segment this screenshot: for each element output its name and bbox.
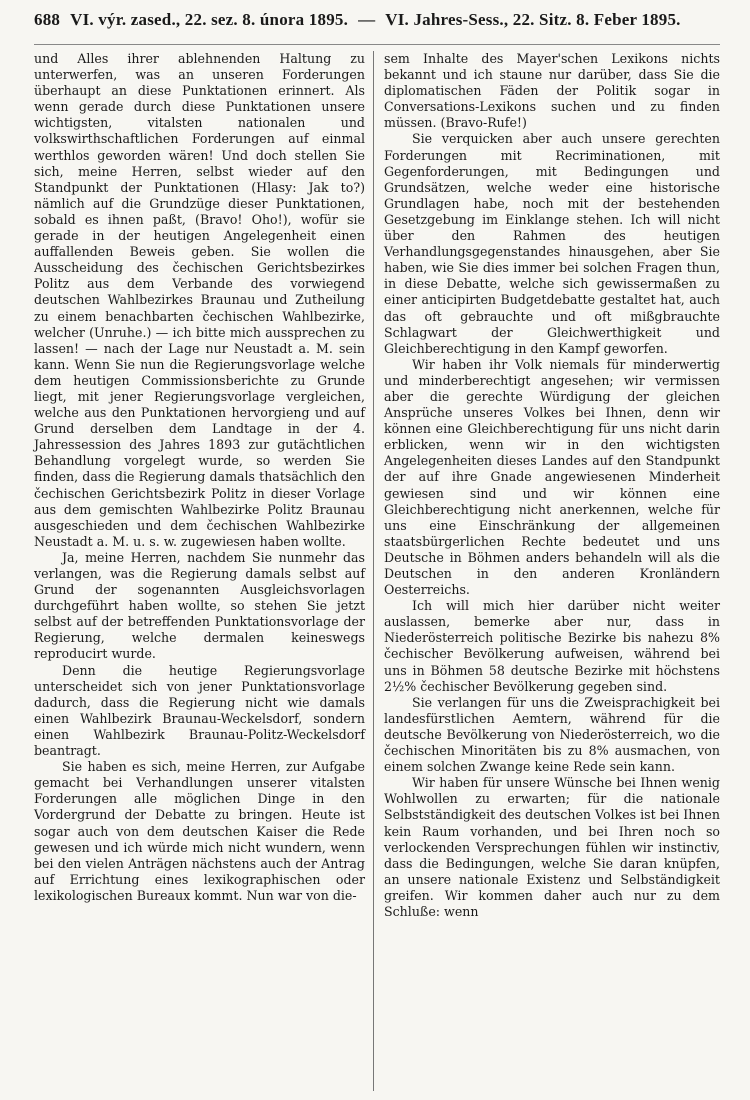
paragraph: Sie haben es sich, meine Herren, zur Aufgabe gemacht bei Verhandlungen unserer vitalsten Forderungen alle möglichen Dinge in den Vordergrund der Debatte zu bringen. Heute ist sogar auch von dem deutschen Kaiser die Rede gewesen und ich würde mich nicht wundern, wenn bei den vielen Anträgen nächstens auch der Antrag auf Errichtung eines lexikographischen oder lexikologischen Bureaux kommt. Nun war von die- <box>34 759 365 903</box>
page-header <box>34 10 720 45</box>
paragraph: und Alles ihrer ablehnenden Haltung zu unterwerfen, was an unseren Forderungen überhaupt an diese Punktationen erinnert. Als wenn gerade durch diese Punktationen unsere wichtigsten, vitalsten nationalen und volkswirthschaftlichen Forderungen auf einmal werthlos geworden wären! Und doch stellen Sie sich, meine Herren, selbst wieder auf den Standpunkt der Punktationen (Hlasy: Jak to?) nämlich auf die Grundzüge dieser Punktationen, sobald es ihnen paßt, (Bravo! Oho!), wofür sie gerade in der heutigen Angelegenheit einen auffallenden Beweis geben. Sie wollen die Ausscheidung des čechischen Gerichtsbezirkes Politz aus dem Verbande des vorwiegend deutschen Wahlbezirkes Braunau und Zutheilung zu einem benachbarten čechischen Wahlbezirke, welcher (Unruhe.) — ich bitte mich aussprechen zu lassen! — nach der Lage nur Neustadt a. M. sein kann. Wenn Sie nun die Regierungsvorlage welche dem heutigen Commissionsberichte zu Grunde liegt, mit jener Regierungsvorlage vergleichen, welche aus den Punktationen hervorgieng und auf Grund derselben dem Landtage in der 4. Jahressession des Jahres 1893 zur gutächtlichen Behandlung vorgelegt wurde, so werden Sie finden, dass die Regierung damals thatsächlich den čechischen Gerichtsbezirk Politz in dieser Vorlage aus dem gemischten Wahlbezirke Politz Braunau ausgeschieden und dem čechischen Wahlbezirke Neustadt a. M. u. s. w. zugewiesen haben wollte. <box>34 51 365 549</box>
header-dash: — <box>358 10 376 29</box>
paragraph: Wir haben für unsere Wünsche bei Ihnen wenig Wohlwollen zu erwarten; für die nationale Selbstständigkeit des deutschen Volkes ist bei Ihnen kein Raum vorhanden, und bei Ihren noch so verlockenden Versprechungen fühlen wir instinctiv, dass die Bedingungen, welche Sie daran knüpfen, an unsere nationale Existenz und Selbständigkeit greifen. Wir kommen daher auch nur zu dem Schluße: wenn <box>384 775 720 919</box>
text-columns <box>34 51 720 1091</box>
paragraph: Sie verlangen für uns die Zweisprachigkeit bei landesfürstlichen Aemtern, während für die deutsche Bevölkerung von Niederösterreich, wo die čechischen Minoritäten bis zu 8% ausmachen, von einem solchen Zwange keine Rede sein kann. <box>384 694 720 775</box>
paragraph: Ja, meine Herren, nachdem Sie nunmehr das verlangen, was die Regierung damals selbst auf Grund der sogenannten Ausgleichsvorlagen durchgeführt haben wollte, so stehen Sie jetzt selbst auf der betreffenden Punktationsvorlage der Regierung, welche dermalen keineswegs reproducirt wurde. <box>34 549 365 662</box>
header-czech: VI. výr. zased., 22. sez. 8. února 1895. <box>70 10 349 29</box>
left-column <box>34 51 374 1091</box>
paragraph: Denn die heutige Regierungsvorlage unterscheidet sich von jener Punktationsvorlage dadurch, dass die Regierung nicht wie damals einen Wahlbezirk Braunau-Weckelsdorf, sondern einen Wahlbezirk Braunau-Politz-Weckelsdorf beantragt. <box>34 662 365 759</box>
paragraph: Wir haben ihr Volk niemals für minderwertig und minderberechtigt angesehen; wir vermissen aber die gerechte Würdigung der gleichen Ansprüche unseres Volkes bei Ihnen, denn wir können eine Gleichberechtigung für uns nicht darin erblicken, wenn wir in den wichtigsten Angelegenheiten dieses Landes auf den Standpunkt der auf ihre Gnade angewiesenen Minderheit gewiesen sind und wir können eine Gleichberechtigung nicht anerkennen, welche für uns eine Einschränkung der allgemeinen staatsbürgerlichen Rechte bedeutet und uns Deutsche in Böhmen anders behandeln will als die Deutschen in den anderen Kronländern Oesterreichs. <box>384 356 720 598</box>
paragraph: Ich will mich hier darüber nicht weiter auslassen, bemerke aber nur, dass in Niederösterreich politische Bezirke bis nahezu 8% čechischer Bevölkerung aufweisen, während bei uns in Böhmen 58 deutsche Bezirke mit höchstens 2½% čechischer Bevölkerung gegeben sind. <box>384 598 720 694</box>
right-column <box>374 51 720 1091</box>
paragraph: sem Inhalte des Mayer'schen Lexikons nichts bekannt und ich staune nur darüber, dass Sie die diplomatischen Fäden der Politik sogar in Conversations-Lexikons suchen und zu finden müssen. (Bravo-Rufe!) <box>384 51 720 131</box>
paragraph: Sie verquicken aber auch unsere gerechten Forderungen mit Recriminationen, mit Gegenforderungen, mit Bedingungen und Grundsätzen, welche weder eine historische Grundlagen habe, noch mit der bestehenden Gesetzgebung im Einklange stehen. Ich will nicht über den Rahmen des heutigen Verhandlungsgegenstandes hinausgehen, aber Sie haben, wie Sie dies immer bei solchen Fragen thun, in diese Debatte, welche sich gewissermaßen zu einer anticipirten Budgetdebatte gestaltet hat, auch das oft gebrauchte und oft mißgbrauchte Schlagwart der Gleichwerthigkeit und Gleichberechtigung in den Kampf geworfen. <box>384 131 720 356</box>
header-german: VI. Jahres-Sess., 22. Sitz. 8. Feber 1895. <box>385 10 681 29</box>
page-number: 688 <box>34 10 61 29</box>
